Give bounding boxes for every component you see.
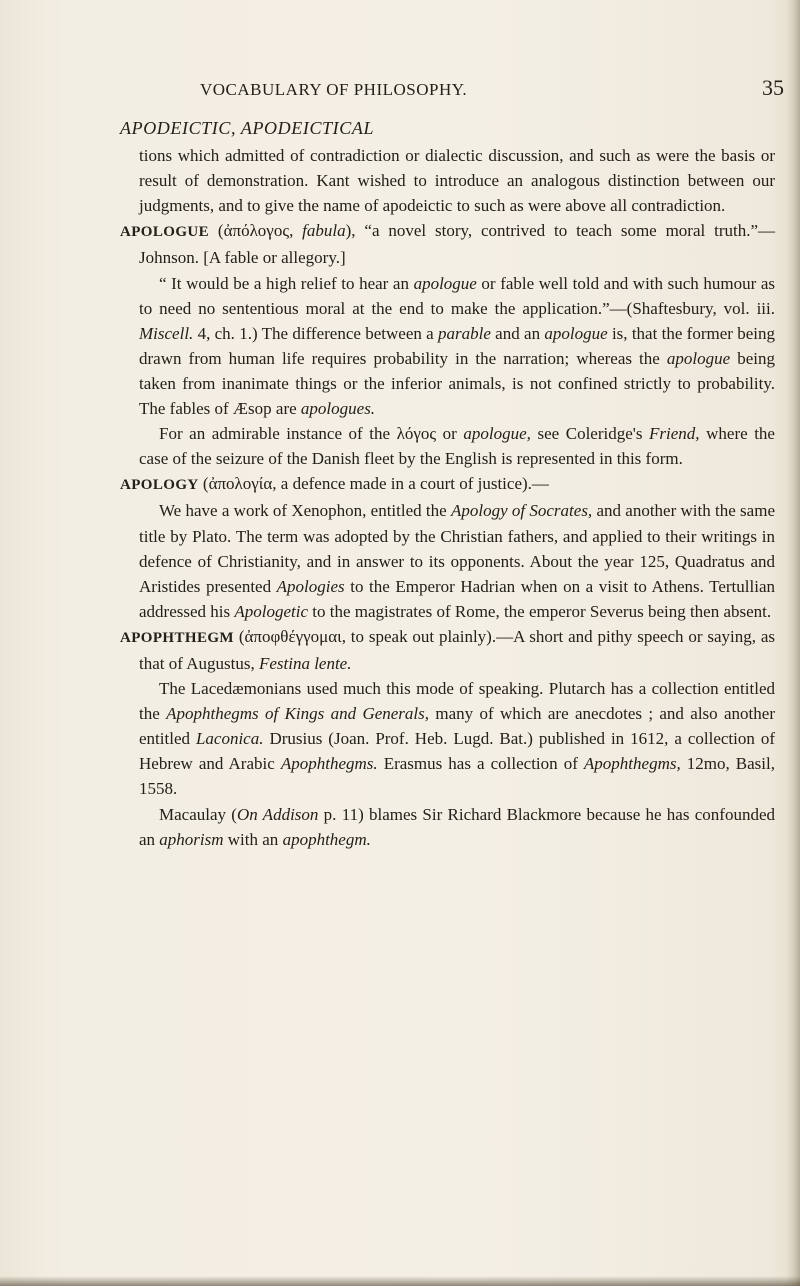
definition: to speak out plainly).—A short and pithy speech or saying, as that of Augustus, <box>139 626 775 673</box>
text-run: Drusius (Joan. Prof. Heb. Lugd. Bat.) published in 1612, a collection of Hebrew and Arabic <box>139 729 775 774</box>
text-run: p. 11) blames Sir Richard Blackmore because he has confounded an <box>139 804 775 849</box>
entry-apophthegm: APOPHTHEGM (ἀποφθέγγομαι, to speak out plainly).—A short and pithy speech or saying, as that of Augustus, Festina lente. <box>120 626 775 673</box>
italic-term: apologues. <box>300 399 376 419</box>
text-run: or fable well told and with such humour as to need no sententious moral at the end to make the application.”—(Shaftesbury, vol. iii. <box>139 273 776 318</box>
italic-term: Apophthegms of Kings and Generals, <box>166 704 430 724</box>
italic-term: Friend, <box>649 424 700 444</box>
text-run: “ It would be a high relief to hear an <box>159 273 414 293</box>
italic-term: On Addison <box>236 804 319 824</box>
italic-term: Apophthegms. <box>280 754 378 774</box>
greek-etymology: ἀποφθέγγομαι <box>244 626 342 646</box>
entry-apophthegm-paragraph <box>120 802 775 852</box>
italic-term: Apology of Socrates, <box>450 501 593 521</box>
text-run: The Lacedæmonians used much this mode of speaking. Plutarch has a collection entitled the <box>139 679 775 724</box>
text-run: where the case of the seizure of the Danish fleet by the English is represented in this form. <box>139 424 775 469</box>
italic-term: Miscell. <box>139 323 194 343</box>
text-run: is, that the former being drawn from human life requires probability in the narration; whereas the <box>139 323 776 368</box>
text-run: to the magistrates of Rome, the emperor Severus being then absent. <box>308 601 772 621</box>
italic-term: apologue <box>413 273 477 293</box>
continued-entry-heading: APODEICTIC, APODEICTICAL <box>120 118 375 138</box>
definition: “a novel story, contrived to teach some moral truth.”—Johnson. [A fable or allegory.] <box>139 221 775 268</box>
headword: APOLOGUE <box>120 224 210 241</box>
definition: a defence made in a court of justice).— <box>280 474 549 494</box>
page-body <box>120 116 775 852</box>
italic-term: Apophthegms, <box>583 754 681 774</box>
text-run: 4, ch. 1.) The difference between a <box>193 323 438 343</box>
text-run: and another with the same title by Plato. The term was adopted by the Christian fathers, and applied to their writings in defence of Christianity, and in answer to its opponents. About the year 125, Quadratus and Aristides presented <box>139 501 775 596</box>
italic-term: Apologies <box>276 576 345 596</box>
text-run: see Coleridge's <box>530 424 650 444</box>
italic-term: aphorism <box>159 829 224 849</box>
italic-term: apophthegm. <box>282 829 371 849</box>
text-run: We have a work of Xenophon, entitled the <box>159 501 451 521</box>
continued-entry-text: tions which admitted of contradiction or dialectic discussion, and such as were the basis or result of demonstration. Kant wished to introduce an analogous distinction between our judgments, and to give the name of apodeictic to such as were above all contradiction. <box>139 146 775 216</box>
entry-apophthegm-paragraph <box>120 676 775 801</box>
greek-etymology: ἀπόλογος <box>223 221 290 241</box>
text-run: and an <box>490 323 545 343</box>
entry-apology: APOLOGY (ἀπολογία, a defence made in a court of justice).— <box>120 474 549 494</box>
italic-term: Laconica. <box>195 729 264 749</box>
text-run: being taken from inanimate things or the inferior animals, is not confined strictly to probability. The fables of Æsop are <box>139 348 775 419</box>
page-header <box>0 75 800 110</box>
italic-term: parable <box>438 323 491 343</box>
page-edge-shadow <box>786 0 800 1286</box>
running-head: VOCABULARY OF PHILOSOPHY. <box>200 80 468 99</box>
text-run: 12mo, Basil, 1558. <box>139 754 775 799</box>
text-run: Erasmus has a collection of <box>377 754 584 774</box>
entry-apologue-paragraph <box>120 271 775 422</box>
page-number: 35 <box>762 75 784 100</box>
text-run: For an admirable instance of the <box>159 424 397 444</box>
greek-etymology: ἀπολογία <box>208 474 273 494</box>
italic-term: Festina lente. <box>258 653 352 673</box>
entry-apologue: APOLOGUE (ἀπόλογος, fabula), “a novel story, contrived to teach some moral truth.”—Johnson. [A fable or allegory.] <box>120 221 775 268</box>
text-run: to the Emperor Hadrian when on a visit to Athens. Tertullian addressed his <box>139 576 775 621</box>
headword: APOLOGY <box>120 477 199 494</box>
italic-term: Apologetic <box>234 601 309 621</box>
latin-etymology: fabula <box>302 221 346 241</box>
headword: APOPHTHEGM <box>120 629 234 646</box>
text-run: many of which are anecdotes ; and also another entitled <box>139 704 775 749</box>
italic-term: apologue <box>544 323 608 343</box>
entry-apology-paragraph <box>120 498 775 623</box>
text-run: or <box>436 424 464 444</box>
text-run: with an <box>223 829 283 849</box>
greek-word: λόγος <box>396 424 437 444</box>
italic-term: apologue <box>666 348 731 368</box>
page-bottom-shadow <box>0 1276 800 1286</box>
entry-apologue-paragraph <box>120 421 775 471</box>
text-run: Macaulay ( <box>159 804 237 824</box>
italic-term: apologue, <box>463 424 531 444</box>
